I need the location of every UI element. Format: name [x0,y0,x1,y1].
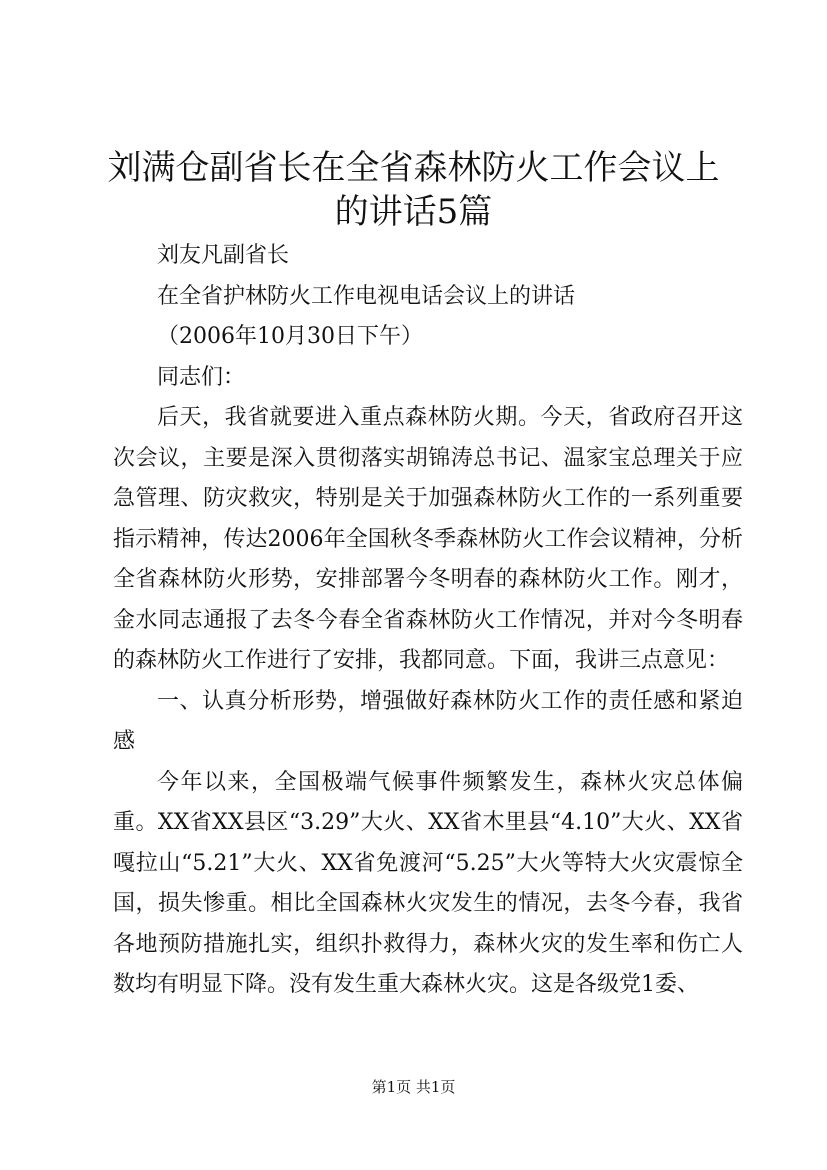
document-body [113,236,743,1006]
speech-occasion: 在全省护林防火工作电视电话会议上的讲话 [157,283,576,309]
body-paragraph: 后天，我省就要进入重点森林防火期。今天，省政府召开这次会议，主要是深入贯彻落实胡锦涛总书记、温家宝总理关于应急管理、防灾救灾，特别是关于加强森林防火工作的一系列重要指示精神，传达2006年全国秋冬季森林防火工作会议精神，分析全省森林防火形势，安排部署今冬明春的森林防火工作。刚才，金水同志通报了去冬今春全省森林防火工作情况，并对今冬明春的森林防火工作进行了安排，我都同意。下面，我讲三点意见： [113,405,743,673]
salutation: 同志们： [157,364,246,390]
page-footer: 第1页 共1页 [371,1078,456,1096]
speaker-name: 刘友凡副省长 [157,243,290,268]
document-title: 刘满仓副省长在全省森林防火工作会议上的讲话5篇 [107,148,720,232]
body-paragraph: 今年以来，全国极端气候事件频繁发生，森林火灾总体偏重。XX省XX县区“3.29”大火、XX省木里县“4.10”大火、XX省嘎拉山“5.21”大火、XX省免渡河“5.25”大火等特大火灾震惊全国，损失惨重。相比全国森林火灾发生的情况，去冬今春，我省各地预防措施扎实，组织扑救得力，森林火灾的发生率和伤亡人数均有明显下降。没有发生重大森林火灾。这是各级党1委、 [113,769,743,997]
section-heading: 一、认真分析形势，增强做好森林防火工作的责任感和紧迫感 [113,688,743,754]
speech-date: （2006年10月30日下午） [157,324,423,349]
